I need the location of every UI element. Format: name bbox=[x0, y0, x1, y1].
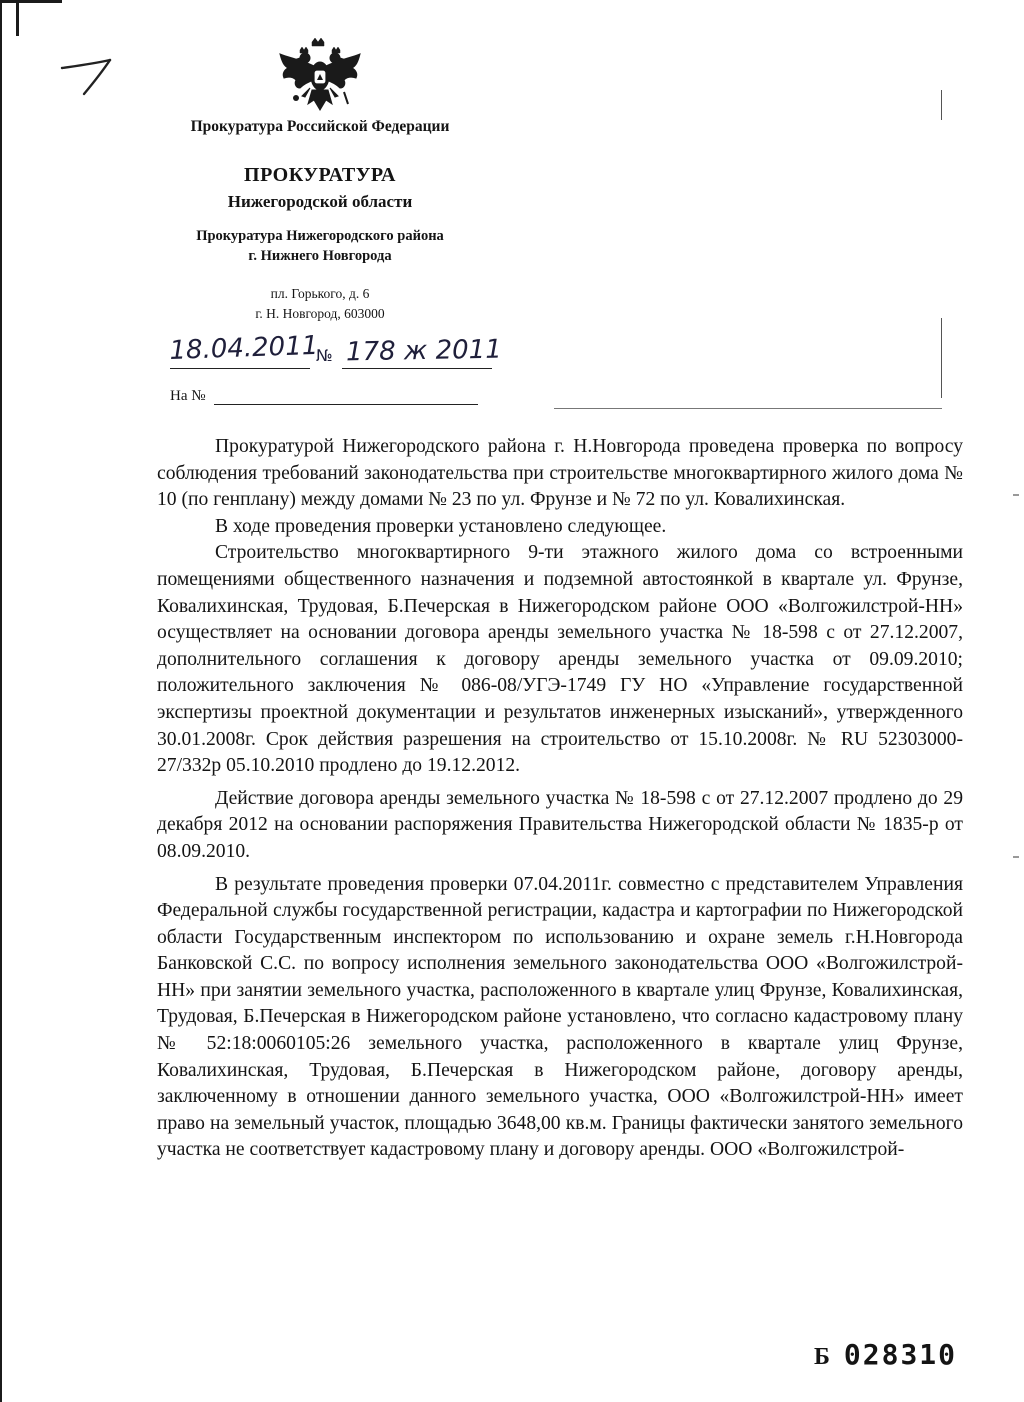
address-street: пл. Горького, д. 6 bbox=[270, 286, 370, 301]
body-paragraph: В результате проведения проверки 07.04.2011г. совместно с представителем Управления Федеральной службы государственной регистрации, кадастра и картографии по Нижегородской области Государственным инспектором по использованию и охране земель г.Н.Новгорода Банковской С.С. по вопросу исполнения земельного законодательства ООО «Волгожилстрой-НН» при занятии земельного участка, расположенного в квартале улиц Фрунзе, Ковалихинская, Трудовая, Б.Печерская в Нижегородском районе установлено, что согласно кадастровому плану № 52:18:0060105:26 земельного участка, расположенного в квартале улиц Фрунзе, Ковалихинская, Трудовая, Б.Печерская в Нижегородском районе, договору аренды, заключенному в отношении данного земельного участка, ООО «Волгожилстрой-НН» имеет право на земельный участок, площадью 3648,00 кв.м. Границы фактически занятого земельного участка не соответствует кадастровому плану и договору аренды. ООО «Волгожилстрой- bbox=[157, 873, 963, 1161]
issuer-district: Прокуратура Нижегородского района bbox=[196, 228, 444, 244]
scan-line bbox=[554, 408, 942, 409]
reference-label: На № bbox=[170, 388, 206, 404]
body-paragraph: Строительство многоквартирного 9-ти этажного жилого дома со встроенными помещениями общественного назначения и подземной автостоянкой в квартале ул. Фрунзе, Ковалихинская, Трудовая, Б.Печерская в Нижегородском районе ООО «Волгожилстрой-НН» осуществляет на основании договора аренды земельного участка № 18-598 с от 27.12.2007, дополнительного соглашения к договору аренды земельного участка от 09.09.2010; положительного заключения № 086-08/УГЭ-1749 ГУ НО «Управление государственной экспертизы проектной документации и результатов инженерных изысканий», утвержденного 30.01.2008г. Срок действия разрешения на строительство от 15.10.2008г. № RU 52303000-27/332р 05.10.2010 продлено до 19.12.2012. bbox=[157, 542, 963, 777]
scan-line bbox=[941, 318, 942, 398]
number-underline bbox=[342, 368, 492, 369]
scan-tick bbox=[1013, 856, 1019, 858]
margin-mark-icon bbox=[58, 54, 122, 98]
outgoing-number-label: № bbox=[316, 346, 333, 365]
issuer-federation: Прокуратура Российской Федерации bbox=[190, 118, 450, 135]
address-city: г. Н. Новгород, 603000 bbox=[255, 306, 385, 321]
form-serial-number bbox=[814, 1338, 957, 1371]
issuer-agency: ПРОКУРАТУРА bbox=[244, 164, 396, 186]
scan-edge bbox=[0, 0, 2, 1402]
letter-body bbox=[157, 434, 963, 1164]
form-serial-digits: 028310 bbox=[843, 1338, 958, 1371]
form-serial-series: Б bbox=[814, 1344, 830, 1370]
outgoing-registration bbox=[168, 330, 502, 380]
reference-blank-line bbox=[214, 404, 478, 405]
scan-corner bbox=[0, 0, 62, 3]
outgoing-date: 18.04.2011 bbox=[168, 330, 319, 366]
issuer-city: г. Нижнего Новгорода bbox=[248, 248, 392, 264]
body-paragraph: Прокуратурой Нижегородского района г. Н.Новгорода проведена проверка по вопросу соблюдения требований законодательства при строительстве многоквартирного жилого дома № 10 (по генплану) между домами № 23 по ул. Фрунзе и № 72 по ул. Ковалихинская. bbox=[157, 436, 963, 511]
body-paragraph: В ходе проведения проверки установлено следующее. bbox=[215, 515, 667, 537]
double-headed-eagle-emblem-icon bbox=[276, 36, 364, 116]
scan-line bbox=[941, 90, 942, 120]
outgoing-number: 178 ж 2011 bbox=[345, 334, 502, 368]
issuer-region: Нижегородской области bbox=[227, 192, 413, 211]
body-paragraph: Действие договора аренды земельного участка № 18-598 с от 27.12.2007 продлено до 29 декабря 2012 на основании распоряжения Правительства Нижегородской области № 1835-р от 08.09.2010. bbox=[157, 787, 963, 862]
scan-tick bbox=[1013, 494, 1019, 496]
date-underline bbox=[170, 368, 310, 369]
scan-corner-stub bbox=[16, 0, 19, 36]
